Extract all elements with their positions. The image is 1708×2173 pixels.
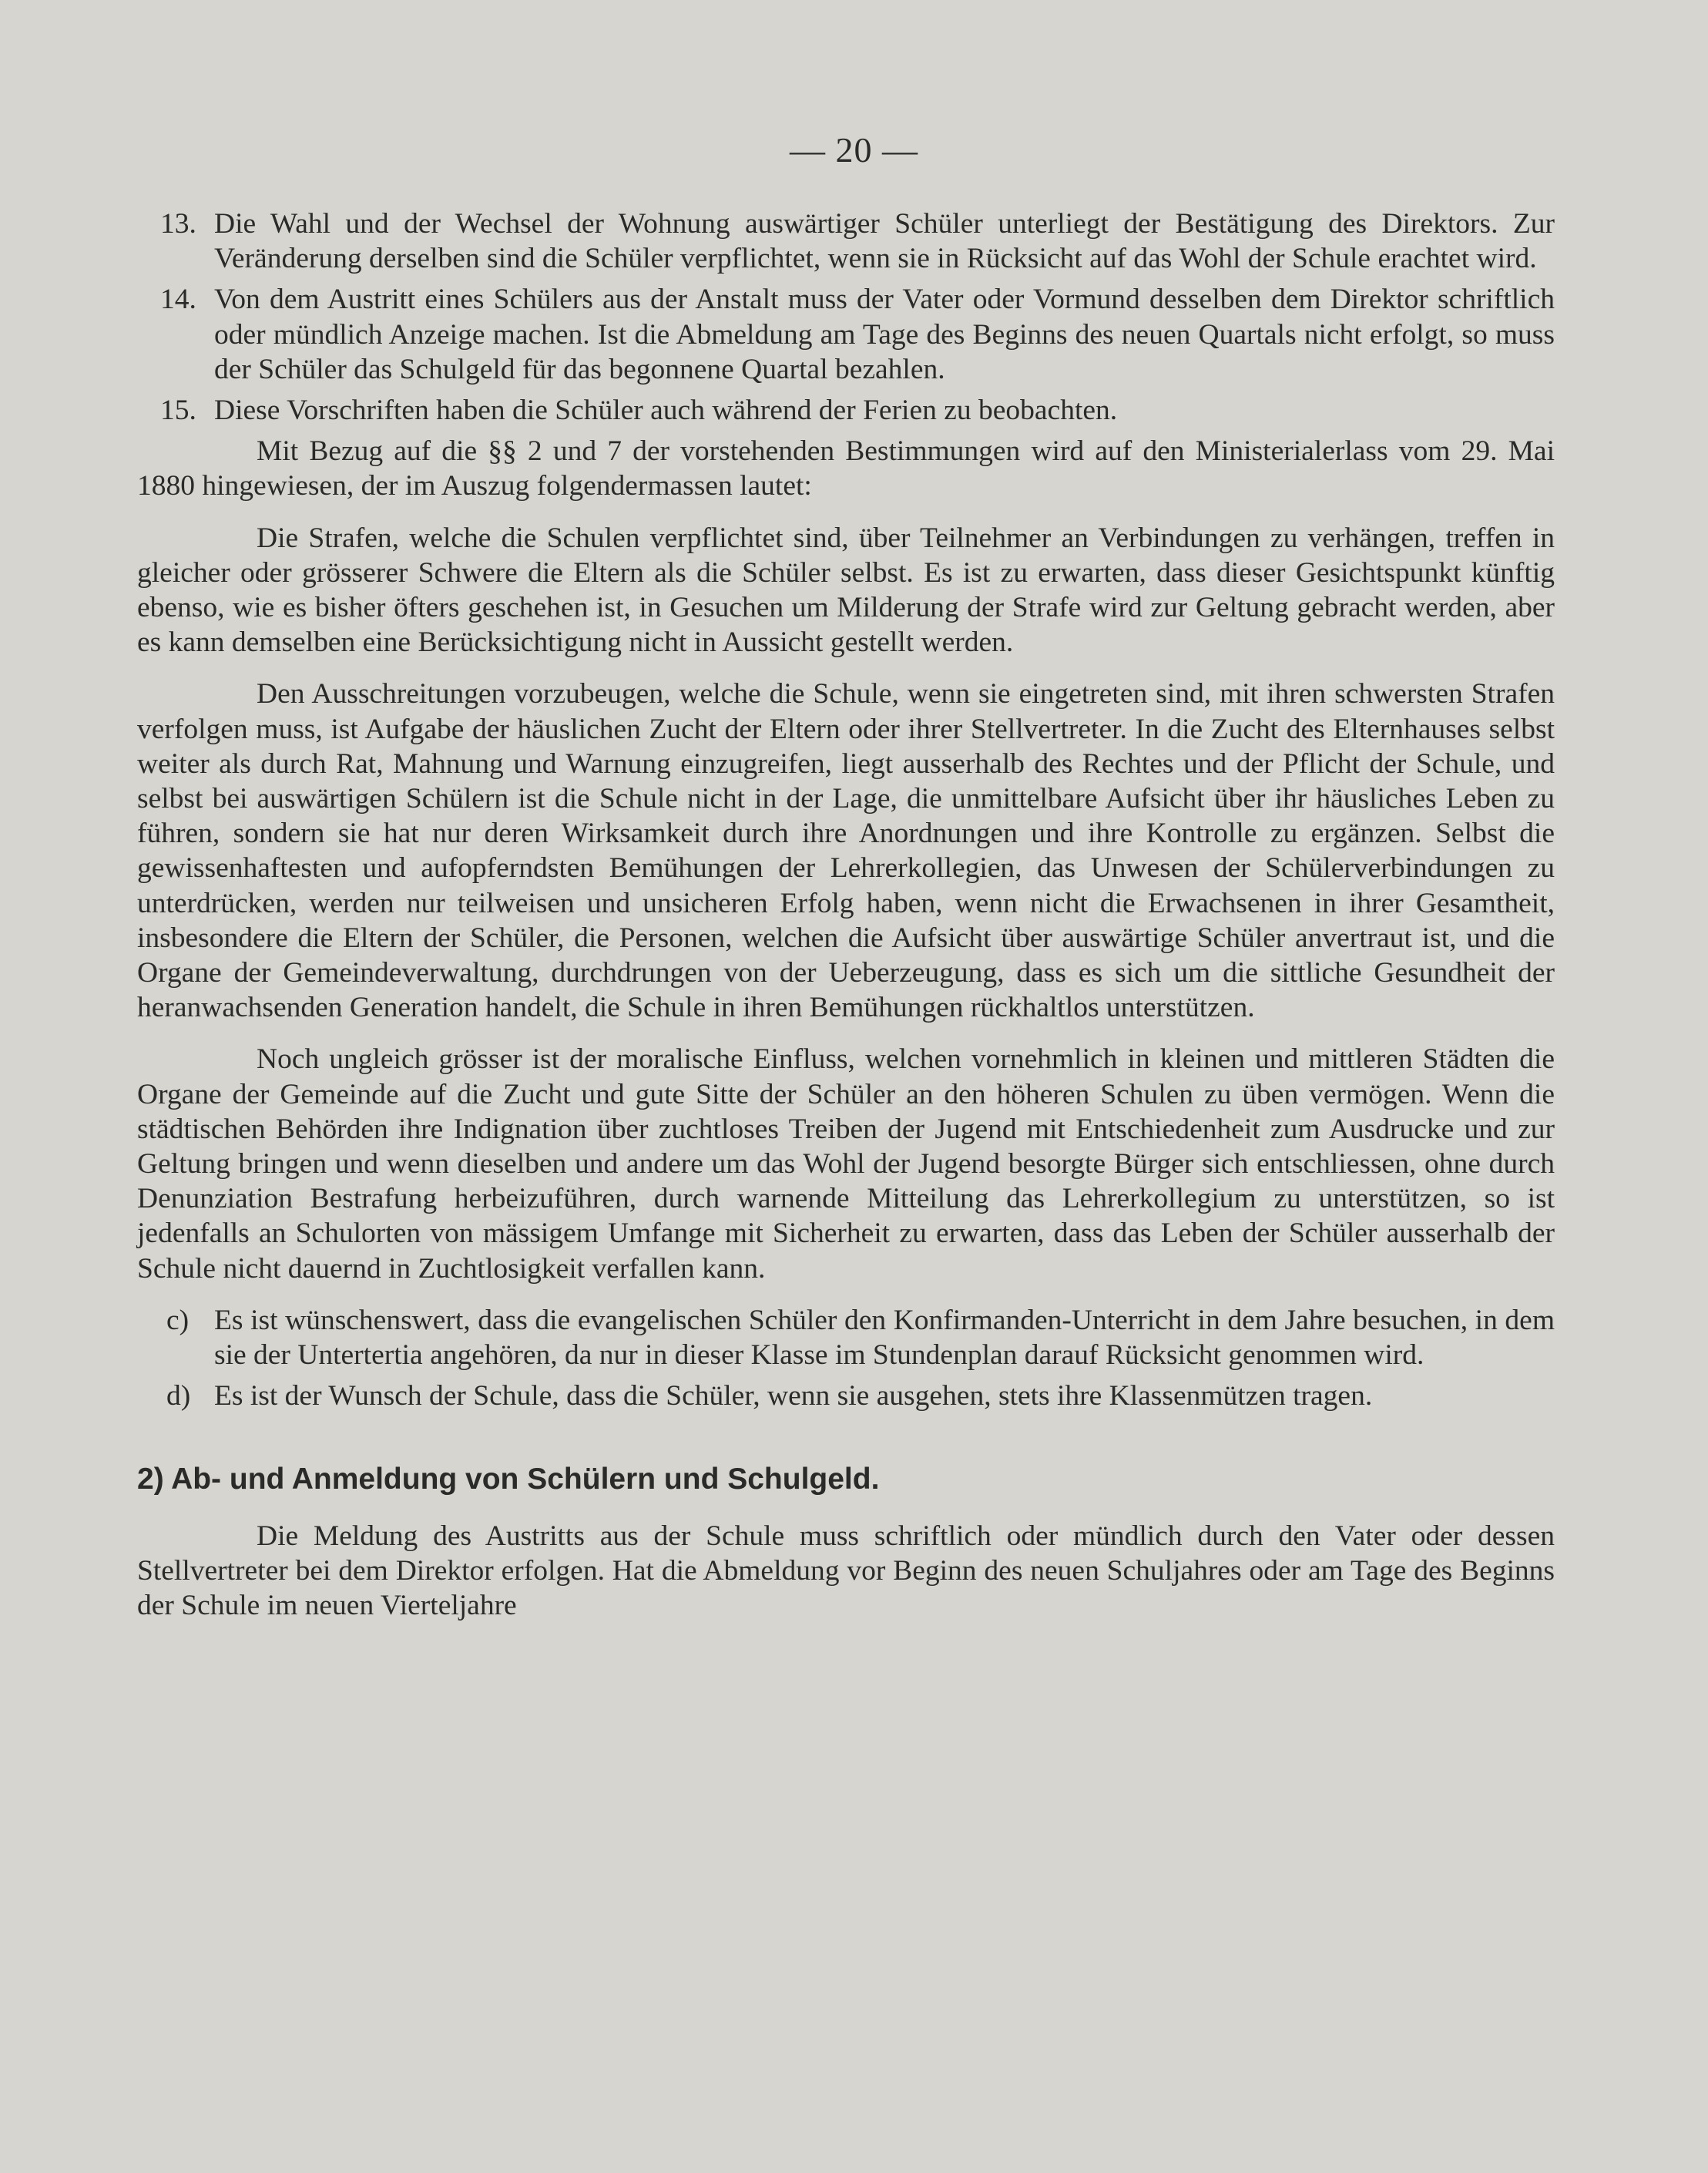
rule-number: 15.: [160, 395, 196, 427]
decree-reference-paragraph: Mit Bezug auf die §§ 2 und 7 der vorstehenden Bestimmungen wird auf den Ministerialerlass vom 29. Mai 1880 hingewiesen, der im Auszug folgendermassen lautet:: [137, 435, 1555, 502]
note-letter: d): [166, 1380, 191, 1412]
page-number: — 20 —: [790, 130, 918, 170]
rule-text: Diese Vorschriften haben die Schüler auch während der Ferien zu beobachten.: [214, 395, 1118, 427]
rule-14: [137, 282, 1555, 387]
rule-number: 14.: [160, 284, 196, 316]
page-body: [137, 207, 1555, 1623]
rule-13: [137, 207, 1555, 276]
section-heading: 2) Ab- und Anmeldung von Schülern und Schulgeld.: [137, 1462, 880, 1496]
rule-number: 13.: [160, 208, 196, 240]
note-c: [137, 1303, 1555, 1372]
rule-15: [137, 393, 1555, 428]
note-letter: c): [166, 1304, 190, 1336]
decree-paragraph-penalties: Die Strafen, welche die Schulen verpflichtet sind, über Teilnehmer an Verbindungen zu verhängen, treffen in gleicher oder grösserer Schwere die Eltern als die Schüler selbst. Es ist zu erwarten, dass dieser Gesichtspunkt künftig ebenso, wie es bisher öfters geschehen ist, in Gesuchen um Milderung der Strafe wird zur Geltung gebracht werden, aber es kann demselben eine Berücksichtigung nicht in Aussicht gestellt werden.: [137, 522, 1555, 659]
rule-text: Die Wahl und der Wechsel der Wohnung auswärtiger Schüler unterliegt der Bestätigung des Direktors. Zur Veränderung derselben sind die Schüler verpflichtet, wenn sie in Rücksicht auf das Wohl der Schule erachtet wird.: [214, 208, 1555, 275]
rule-text: Von dem Austritt eines Schülers aus der Anstalt muss der Vater oder Vormund desselben dem Direktor schriftlich oder mündlich Anzeige machen. Ist die Abmeldung am Tage des Beginns des neuen Quartals nicht erfolgt, so muss der Schüler das Schulgeld für das begonnene Quartal bezahlen.: [214, 284, 1555, 385]
section-paragraph: Die Meldung des Austritts aus der Schule muss schriftlich oder mündlich durch den Vater oder dessen Stellvertreter bei dem Direktor erfolgen. Hat die Abmeldung vor Beginn des neuen Schuljahres oder am Tage des Beginns der Schule im neuen Vierteljahre: [137, 1520, 1555, 1621]
note-text: Es ist der Wunsch der Schule, dass die Schüler, wenn sie ausgehen, stets ihre Klassenmützen tragen.: [214, 1380, 1373, 1412]
decree-paragraph-discipline: Den Ausschreitungen vorzubeugen, welche die Schule, wenn sie eingetreten sind, mit ihren schwersten Strafen verfolgen muss, ist Aufgabe der häuslichen Zucht der Eltern oder ihrer Stellvertreter. In die Zucht des Elternhauses selbst weiter als durch Rat, Mahnung und Warnung einzugreifen, liegt ausserhalb des Rechtes und der Pflicht der Schule, und selbst bei auswärtigen Schülern ist die Schule nicht in der Lage, die unmittelbare Aufsicht über ihr häusliches Leben zu führen, sondern sie hat nur deren Wirksamkeit durch ihre Anordnungen und ihre Kontrolle zu ergänzen. Selbst die gewissenhaftesten und aufopferndsten Bemühungen der Lehrerkollegien, das Unwesen der Schülerverbindungen zu unterdrücken, werden nur teilweisen und unsicheren Erfolg haben, wenn nicht die Erwachsenen in ihrer Gesamtheit, insbesondere die Eltern der Schüler, die Personen, welchen die Aufsicht über auswärtige Schüler anvertraut ist, und die Organe der Gemeindeverwaltung, durchdrungen von der Ueberzeugung, dass es sich um die sittliche Gesundheit der heranwachsenden Generation handelt, die Schule in ihren Bemühungen rückhaltlos unterstützen.: [137, 678, 1555, 1024]
decree-paragraph-community: Noch ungleich grösser ist der moralische Einfluss, welchen vornehmlich in kleinen und mittleren Städten die Organe der Gemeinde auf die Zucht und gute Sitte der Schüler an den höheren Schulen zu üben vermögen. Wenn die städtischen Behörden ihre Indignation über zuchtloses Treiben der Jugend mit Entschiedenheit zum Ausdrucke und zur Geltung bringen und wenn dieselben und andere um das Wohl der Jugend besorgte Bürger sich entschliessen, ohne durch Denunziation Bestrafung herbeizuführen, durch warnende Mitteilung das Lehrerkollegium zu unterstützen, so ist jedenfalls an Schulorten von mässigem Umfange mit Sicherheit zu erwarten, dass das Leben der Schüler ausserhalb der Schule nicht dauernd in Zuchtlosigkeit verfallen kann.: [137, 1043, 1555, 1285]
note-text: Es ist wünschenswert, dass die evangelischen Schüler den Konfirmanden-Unterricht in dem Jahre besuchen, in dem sie der Untertertia angehören, da nur in dieser Klasse im Stundenplan darauf Rücksicht genommen wird.: [214, 1304, 1555, 1372]
note-d: [137, 1379, 1555, 1413]
